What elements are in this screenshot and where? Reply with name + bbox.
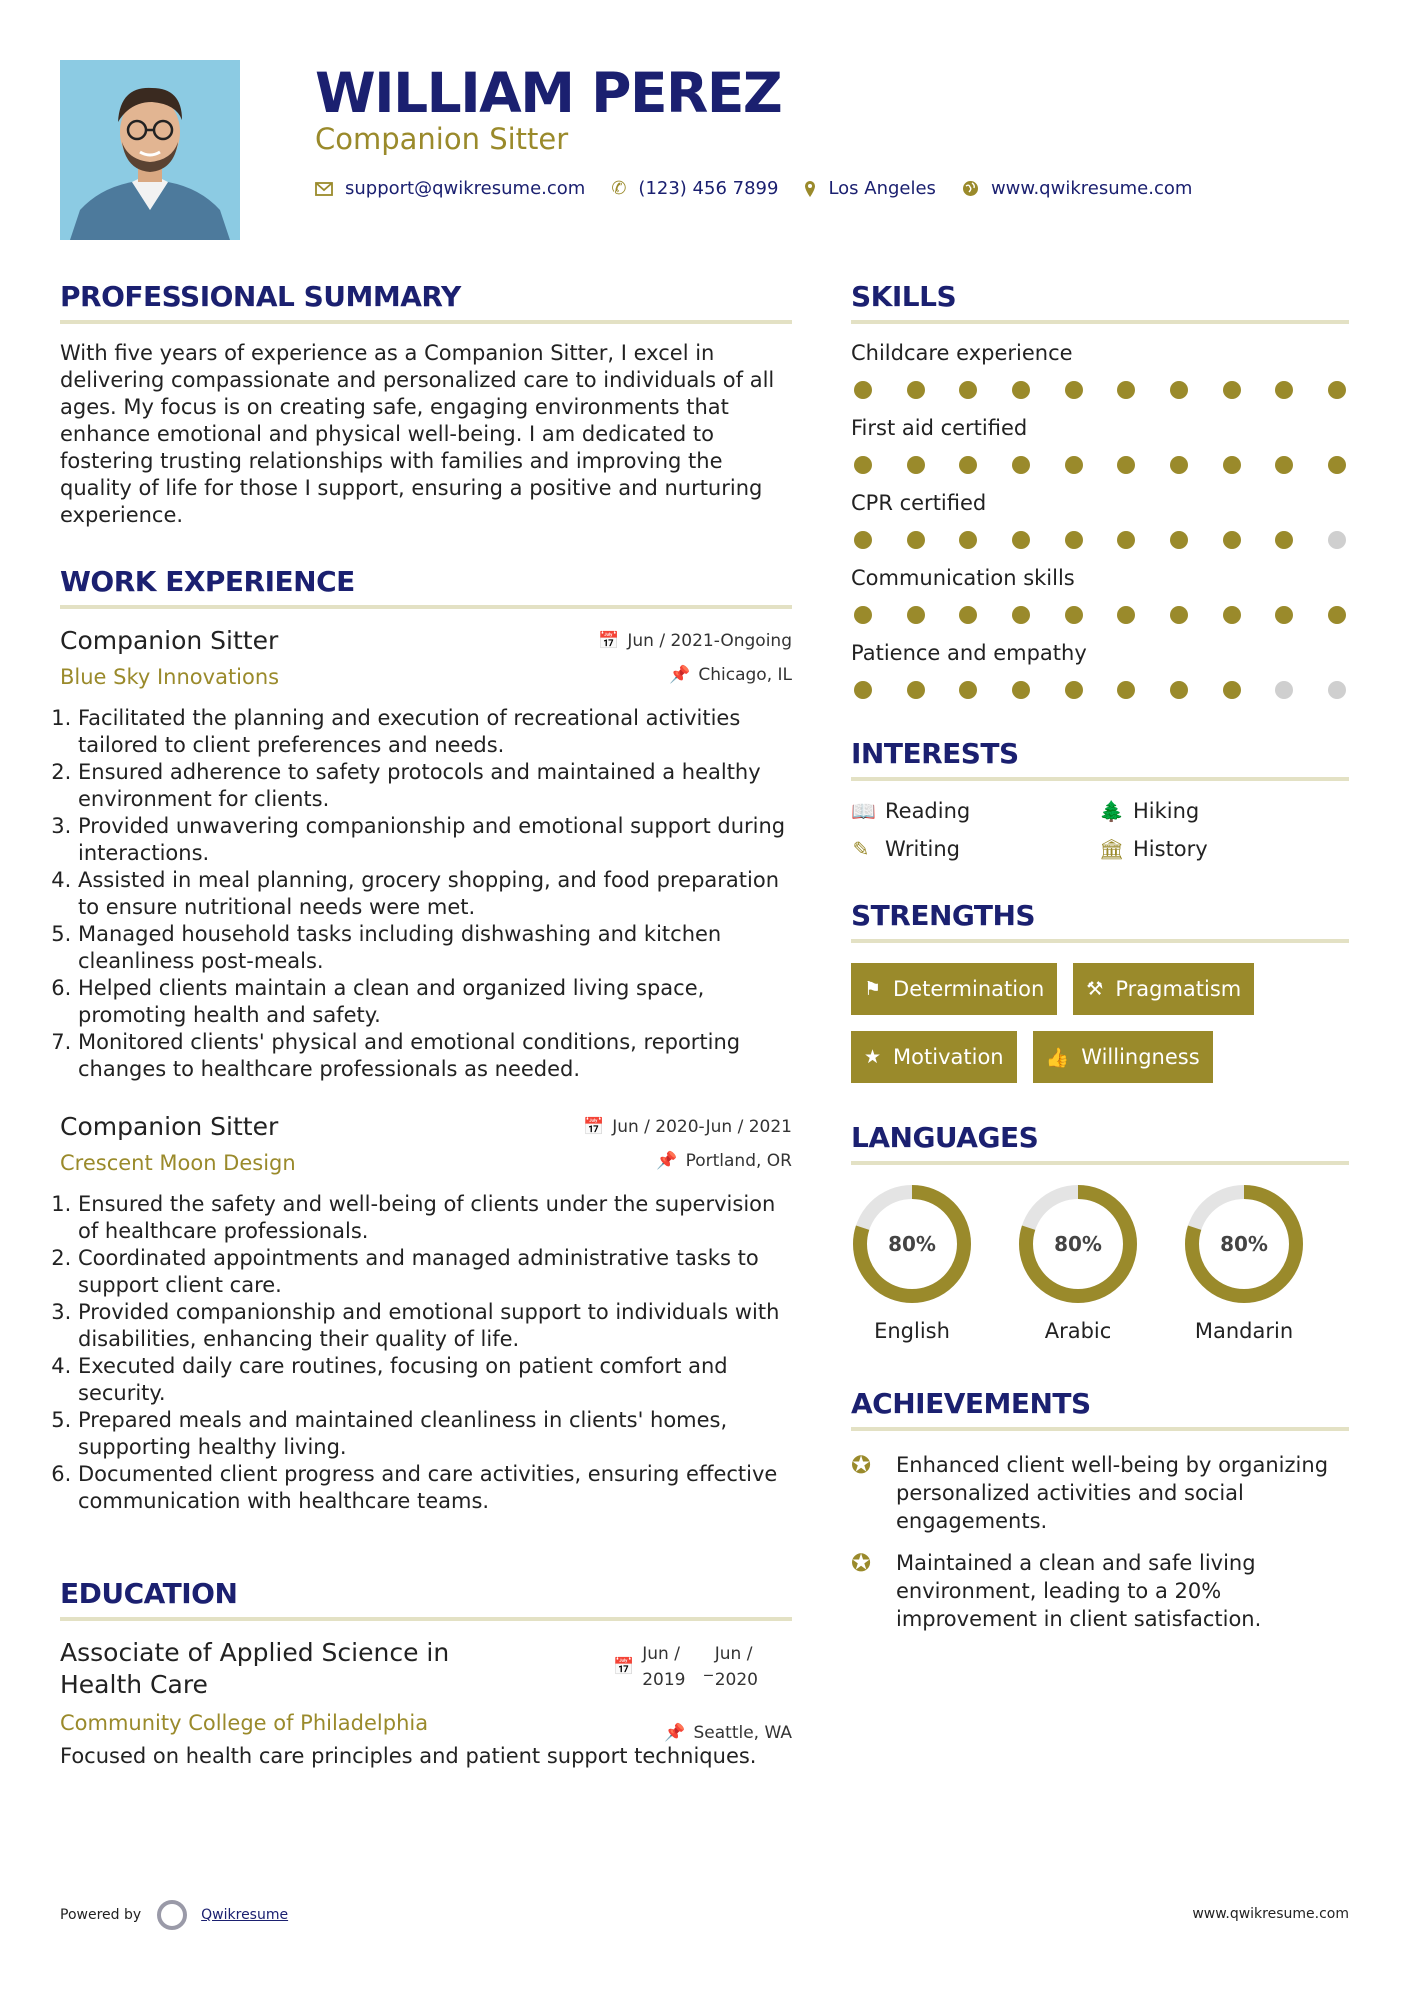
divider — [851, 320, 1349, 324]
rating-dot — [854, 456, 872, 474]
language-item — [1017, 1183, 1183, 1343]
language-percent: 80% — [1054, 1232, 1102, 1256]
rating-dot — [1117, 681, 1135, 699]
globe-icon — [962, 180, 979, 197]
rating-dot — [907, 381, 925, 399]
education-start — [642, 1641, 704, 1693]
footer-powered-by — [60, 1900, 288, 1930]
job-title: Companion Sitter — [60, 626, 279, 655]
strengths-heading: STRENGTHS — [851, 899, 1036, 932]
language-progress-ring — [1183, 1183, 1305, 1305]
interest-label: Writing — [885, 837, 960, 861]
language-progress-ring — [851, 1183, 973, 1305]
strength-label: Determination — [893, 977, 1045, 1001]
divider — [60, 1617, 792, 1621]
rating-dot — [854, 381, 872, 399]
interest-label: History — [1133, 837, 1208, 861]
skill-label: CPR certified — [851, 491, 987, 515]
job-title: Companion Sitter — [60, 1112, 279, 1141]
rating-dot — [1012, 681, 1030, 699]
skill-rating — [851, 606, 1349, 624]
list-item: 2. Ensured adherence to safety protocols and maintained a healthy environment for clients. — [78, 759, 792, 813]
rating-dot — [1275, 531, 1293, 549]
language-item — [851, 1183, 1017, 1343]
start-month: Jun / — [642, 1644, 680, 1664]
degree-line-1: Associate of Applied Science in — [60, 1638, 450, 1667]
rating-dot — [1065, 681, 1083, 699]
school-name: Community College of Philadelphia — [60, 1711, 429, 1735]
rating-dot — [1223, 456, 1241, 474]
language-percent: 80% — [888, 1232, 936, 1256]
list-item: 4. Executed daily care routines, focusing on patient comfort and security. — [78, 1353, 792, 1407]
rating-dot — [1117, 531, 1135, 549]
shooting-star-icon: ✪ — [851, 1549, 872, 1577]
strength-badge — [1033, 1031, 1213, 1083]
interest-item — [1099, 799, 1349, 823]
job-bullets — [60, 705, 792, 1083]
rating-dot — [854, 531, 872, 549]
strengths-section — [851, 897, 1349, 1083]
rating-dot — [1223, 381, 1241, 399]
strength-label: Motivation — [893, 1045, 1004, 1069]
skill-item — [851, 415, 1349, 474]
experience-section — [60, 563, 792, 1515]
candidate-name: WILLIAM PEREZ — [315, 61, 782, 125]
location-text: Los Angeles — [828, 178, 936, 199]
education-end — [715, 1641, 758, 1693]
thumbs-up-icon: 👍 — [1045, 1046, 1070, 1069]
skill-label: First aid certified — [851, 416, 1028, 440]
left-column — [60, 278, 792, 1770]
list-item: 6. Documented client progress and care activities, ensuring effective communication with healthcare teams. — [78, 1461, 792, 1515]
rating-dot — [1065, 381, 1083, 399]
skills-section — [851, 278, 1349, 699]
map-pin-icon — [804, 180, 816, 198]
interests-section — [851, 735, 1349, 861]
skill-label: Communication skills — [851, 566, 1075, 590]
rating-dot — [1328, 381, 1346, 399]
rating-dot — [1223, 531, 1241, 549]
interest-item — [1099, 837, 1349, 861]
divider — [851, 1161, 1349, 1165]
strengths-list — [851, 963, 1349, 1083]
tree-icon: 🌲 — [1099, 799, 1124, 823]
pencil-icon: ✎ — [852, 837, 870, 861]
star-icon: ★ — [864, 1046, 882, 1068]
museum-icon: 🏛 — [1099, 837, 1125, 861]
rating-dot — [1275, 606, 1293, 624]
rating-dot — [1328, 456, 1346, 474]
rating-dot — [1117, 606, 1135, 624]
achievements-heading: ACHIEVEMENTS — [851, 1387, 1091, 1420]
contact-bar — [315, 178, 1218, 199]
languages-list — [851, 1183, 1349, 1343]
rating-dot — [959, 381, 977, 399]
rating-dot — [1065, 606, 1083, 624]
achievement-item — [851, 1451, 1349, 1535]
rating-dot — [1117, 456, 1135, 474]
language-name: Arabic — [1044, 1319, 1112, 1343]
language-name: Mandarin — [1194, 1319, 1294, 1343]
profile-photo — [60, 60, 240, 240]
rating-dot — [907, 531, 925, 549]
powered-by-text: Powered by — [60, 1907, 142, 1923]
rating-dot — [959, 531, 977, 549]
email-link[interactable]: support@qwikresume.com — [345, 178, 586, 199]
language-name: English — [874, 1319, 950, 1343]
book-icon: 📖 — [851, 799, 876, 823]
rating-dot — [1275, 681, 1293, 699]
rating-dot — [1065, 456, 1083, 474]
job-location — [656, 1151, 792, 1171]
divider — [60, 320, 792, 324]
education-section — [60, 1575, 792, 1770]
phone-text: (123) 456 7899 — [638, 178, 779, 199]
rating-dot — [1328, 531, 1346, 549]
list-item: 2. Coordinated appointments and managed administrative tasks to support client care. — [78, 1245, 792, 1299]
summary-heading: PROFESSIONAL SUMMARY — [60, 280, 461, 313]
mail-icon — [315, 182, 333, 196]
qwikresume-logo-icon — [157, 1900, 187, 1930]
list-item: 3. Provided unwavering companionship and emotional support during interactions. — [78, 813, 792, 867]
rating-dot — [1170, 606, 1188, 624]
website-link[interactable]: www.qwikresume.com — [990, 178, 1193, 199]
strength-badge — [851, 963, 1057, 1015]
interest-label: Hiking — [1133, 799, 1200, 823]
achievement-text: Maintained a clean and safe living environment, leading to a 20% improvement in client satisfaction. — [896, 1551, 1262, 1631]
job-date — [598, 631, 792, 651]
job-company: Blue Sky Innovations — [60, 665, 280, 689]
strength-label: Willingness — [1081, 1045, 1200, 1069]
summary-section — [60, 278, 792, 529]
languages-heading: LANGUAGES — [851, 1121, 1039, 1154]
job-entry — [60, 1111, 792, 1515]
achievement-item — [851, 1549, 1349, 1633]
list-item: 5. Prepared meals and maintained cleanliness in clients' homes, supporting healthy living. — [78, 1407, 792, 1461]
rating-dot — [907, 606, 925, 624]
list-item: 1. Facilitated the planning and execution of recreational activities tailored to client preferences and needs. — [78, 705, 792, 759]
experience-heading: WORK EXPERIENCE — [60, 565, 355, 598]
language-item — [1183, 1183, 1349, 1343]
skill-rating — [851, 381, 1349, 399]
list-item: 6. Helped clients maintain a clean and organized living space, promoting health and safety. — [78, 975, 792, 1029]
summary-text: With five years of experience as a Companion Sitter, I excel in delivering compassionate and personalized care to individuals of all ages. My focus is on creating safe, engaging environments that enhance emotional and physical well-being. I am dedicated to fostering trusting relationships with families and improving the quality of life for those I support, ensuring a positive and nurturing experience. — [60, 341, 775, 527]
job-date-text: Jun / 2020-Jun / 2021 — [612, 1117, 792, 1137]
skill-item — [851, 490, 1349, 549]
rating-dot — [1223, 681, 1241, 699]
education-location — [664, 1723, 792, 1743]
pin-icon: 📌 — [656, 1151, 678, 1171]
rating-dot — [1170, 531, 1188, 549]
end-year: 2020 — [714, 1670, 758, 1690]
job-location-text: Portland, OR — [685, 1151, 792, 1171]
rating-dot — [1012, 381, 1030, 399]
skill-rating — [851, 681, 1349, 699]
skill-item — [851, 640, 1349, 699]
list-item: 4. Assisted in meal planning, grocery shopping, and food preparation to ensure nutritional needs were met. — [78, 867, 792, 921]
rating-dot — [1012, 606, 1030, 624]
calendar-icon: 📅 — [613, 1657, 635, 1677]
list-item: 5. Managed household tasks including dishwashing and kitchen cleanliness post-meals. — [78, 921, 792, 975]
gavel-icon: ⚒ — [1086, 978, 1104, 1000]
education-location-text: Seattle, WA — [693, 1723, 792, 1743]
education-description: Focused on health care principles and patient support techniques. — [60, 1744, 757, 1768]
languages-section — [851, 1119, 1349, 1343]
date-separator: _ — [704, 1657, 713, 1677]
language-progress-ring — [1017, 1183, 1139, 1305]
job-date — [583, 1117, 792, 1137]
skill-item — [851, 565, 1349, 624]
pin-icon: 📌 — [664, 1723, 686, 1743]
rating-dot — [1012, 531, 1030, 549]
right-column — [851, 278, 1349, 1633]
rating-dot — [1223, 606, 1241, 624]
pin-icon: 📌 — [669, 665, 691, 685]
rating-dot — [854, 681, 872, 699]
rating-dot — [854, 606, 872, 624]
skill-rating — [851, 456, 1349, 474]
shooting-star-icon: ✪ — [851, 1451, 872, 1479]
rating-dot — [959, 456, 977, 474]
interests-list — [851, 799, 1349, 861]
job-location — [669, 665, 792, 685]
achievements-section — [851, 1385, 1349, 1633]
strength-label: Pragmatism — [1115, 977, 1242, 1001]
end-month: Jun / — [714, 1644, 753, 1664]
rating-dot — [1117, 381, 1135, 399]
skill-rating — [851, 531, 1349, 549]
phone-icon: ✆ — [611, 178, 627, 199]
skill-item — [851, 340, 1349, 399]
calendar-icon: 📅 — [598, 631, 620, 651]
footer-website[interactable]: www.qwikresume.com — [1192, 1906, 1349, 1922]
divider — [851, 1427, 1349, 1431]
divider — [851, 939, 1349, 943]
brand-link[interactable]: Qwikresume — [201, 1907, 289, 1923]
job-entry — [60, 625, 792, 1083]
rating-dot — [1065, 531, 1083, 549]
job-bullets — [60, 1191, 792, 1515]
rating-dot — [1012, 456, 1030, 474]
rating-dot — [1170, 381, 1188, 399]
job-date-text: Jun / 2021-Ongoing — [627, 631, 792, 651]
education-date — [613, 1641, 758, 1693]
interest-label: Reading — [885, 799, 971, 823]
rating-dot — [1275, 456, 1293, 474]
rating-dot — [907, 681, 925, 699]
rating-dot — [959, 681, 977, 699]
rating-dot — [959, 606, 977, 624]
rating-dot — [1170, 456, 1188, 474]
list-item: 3. Provided companionship and emotional support to individuals with disabilities, enhancing their quality of life. — [78, 1299, 792, 1353]
interests-heading: INTERESTS — [851, 737, 1019, 770]
job-company: Crescent Moon Design — [60, 1151, 296, 1175]
start-year: 2019 — [642, 1670, 686, 1690]
rating-dot — [1170, 681, 1188, 699]
skills-heading: SKILLS — [851, 280, 957, 313]
rating-dot — [1328, 681, 1346, 699]
list-item: 7. Monitored clients' physical and emotional conditions, reporting changes to healthcare professionals as needed. — [78, 1029, 792, 1083]
list-item: 1. Ensured the safety and well-being of clients under the supervision of healthcare professionals. — [78, 1191, 792, 1245]
strength-badge — [851, 1031, 1017, 1083]
divider — [851, 777, 1349, 781]
candidate-title: Companion Sitter — [315, 122, 569, 156]
education-entry — [60, 1637, 792, 1770]
skills-list — [851, 340, 1349, 699]
calendar-icon: 📅 — [583, 1117, 605, 1137]
degree-line-2: Health Care — [60, 1670, 208, 1699]
rating-dot — [907, 456, 925, 474]
education-heading: EDUCATION — [60, 1577, 238, 1610]
divider — [60, 605, 792, 609]
interest-item — [851, 837, 1099, 861]
rating-dot — [1275, 381, 1293, 399]
achievement-text: Enhanced client well-being by organizing personalized activities and social engagements. — [896, 1453, 1329, 1533]
interest-item — [851, 799, 1099, 823]
strength-badge — [1073, 963, 1254, 1015]
flag-icon: ⚑ — [864, 978, 882, 1000]
rating-dot — [1328, 606, 1346, 624]
skill-label: Childcare experience — [851, 341, 1073, 365]
job-location-text: Chicago, IL — [698, 665, 792, 685]
skill-label: Patience and empathy — [851, 641, 1087, 665]
language-percent: 80% — [1220, 1232, 1268, 1256]
